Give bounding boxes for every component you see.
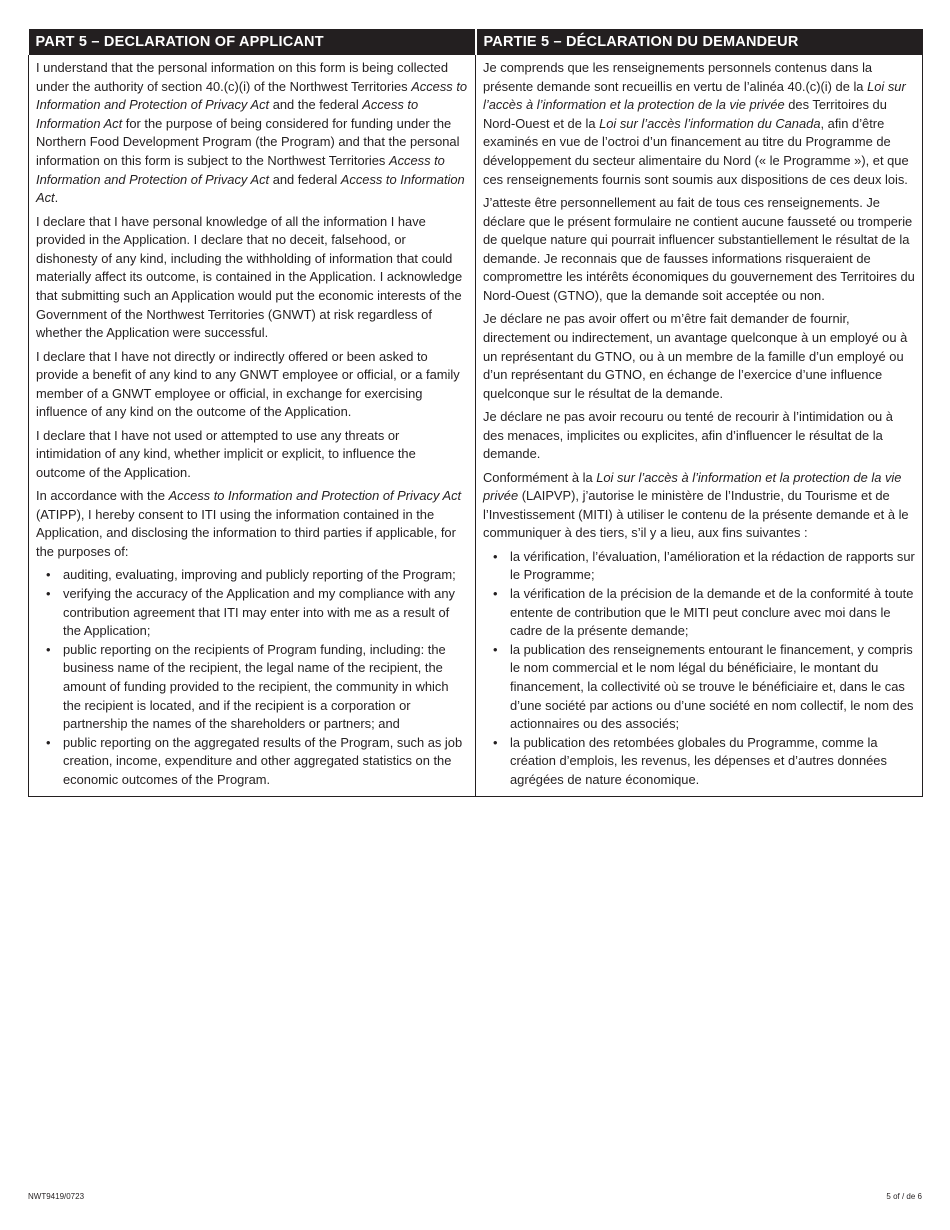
en-purposes-list — [36, 566, 468, 789]
fr-threats-paragraph: Je déclare ne pas avoir recouru ou tenté de recourir à l’intimidation ou à des menaces, implicites ou explicites, afin d’influencer le résultat de la demande. — [483, 409, 893, 462]
fr-benefit-paragraph: Je déclare ne pas avoir offert ou m’être fait demander de fournir, directement ou indirectement, un avantage quelconque à un employé ou à un représentant du GTNO, ou à un membre de la famille d’un employé ou d’un représentant du GTNO, en échange de l’exercice d’une influence quelconque sur le résultat de la demande. — [483, 311, 908, 401]
list-item: • la publication des retombées globales du Programme, comme la création d’emplois, les revenus, les dépenses et d’autres données agrégées de nature économique. — [510, 734, 915, 790]
list-item: • la publication des renseignements entourant le financement, y compris le nom commercial et le nom légal du bénéficiaire, le montant du financement, la collectivité où se trouve le bénéficiaire et, dans le cas d’une société par actions ou d’une société en nom collectif, le nom des actionnaires ou des associés; — [510, 641, 915, 734]
en-consent-paragraph: In accordance with the Access to Information and Protection of Privacy Act (ATIPP), I hereby consent to ITI using the information contained in the Application, and disclosing the information to third parties if applicable, for the purposes of: — [36, 488, 462, 560]
list-item: • la vérification, l’évaluation, l’amélioration et la rédaction de rapports sur le Programme; — [510, 548, 915, 585]
header-row — [29, 29, 923, 55]
list-item: • public reporting on the recipients of Program funding, including: the business name of the recipient, the legal name of the recipient, the amount of funding provided to the recipient, the community in which the recipient is located, and if the recipient is a corporation or partnership the names of the shareholders or partners; and — [63, 641, 468, 734]
en-knowledge-paragraph: I declare that I have personal knowledge of all the information I have provided in the Application. I declare that no deceit, falsehood, or dishonesty of any kind, including the withholding of information that could materially affect its outcome, is contained in the Application. I acknowledge that submitting such an Application would put the economic interests of the Government of the Northwest Territories (GNWT) at risk regardless of whether the Application were successful. — [36, 213, 463, 341]
french-heading: PARTIE 5 – DÉCLARATION DU DEMANDEUR — [476, 29, 923, 55]
form-code: NWT9419/0723 — [28, 1192, 85, 1201]
list-item: • la vérification de la précision de la demande et de la conformité à toute entente de contribution que le MITI peut conclure avec moi dans le cadre de la présente demande; — [510, 585, 915, 641]
fr-knowledge-paragraph: J’atteste être personnellement au fait de tous ces renseignements. Je déclare que le présent formulaire ne contient aucune fausseté ou tromperie de quelque nature qui pourrait influencer substantiellement le résultat de la demande. Je reconnais que de fausses informations risqueraient de compromettre les intérêts économiques du gouvernement des Territoires du Nord-Ouest (GTNO), que la demande soit acceptée ou non. — [483, 194, 915, 303]
list-item: • verifying the accuracy of the Application and my compliance with any contribution agreement that ITI may enter into with me as a result of the Application; — [63, 585, 468, 641]
declaration-table — [28, 29, 923, 797]
list-item: • public reporting on the aggregated results of the Program, such as job creation, income, expenditure and other aggregated statistics on the economic outcomes of the Program. — [63, 734, 468, 790]
fr-purposes-list — [483, 548, 915, 790]
english-heading: PART 5 – DECLARATION OF APPLICANT — [29, 29, 476, 55]
english-column — [29, 55, 476, 796]
list-item: • auditing, evaluating, improving and publicly reporting of the Program; — [63, 566, 468, 585]
en-privacy-paragraph: I understand that the personal information on this form is being collected under the authority of section 40.(c)(i) of the Northwest Territories Access to Information and Protection of Privacy Act and the federal Access to Information Act for the purpose of being considered for funding under the Northern Food Development Program (the Program) and that the personal information on this form is subject to the Northwest Territories Access to Information and Protection of Privacy Act and federal Access to Information Act. — [36, 60, 468, 206]
en-benefit-paragraph: I declare that I have not directly or indirectly offered or been asked to provide a benefit of any kind to any GNWT employee or official, or a family member of a GNWT employee or official, in exchange for exercising influence of any kind on the outcome of the Application. — [36, 348, 460, 420]
french-column — [476, 55, 923, 796]
page-number: 5 of / de 6 — [886, 1192, 922, 1201]
fr-consent-paragraph: Conformément à la Loi sur l’accès à l’information et la protection de la vie privée (LAIPVP), j’autorise le ministère de l’Industrie, du Tourisme et de l’Investissement (MITI) à utiliser le contenu de la présente demande et à le communiquer à des tiers, s’il y a lieu, aux fins suivantes : — [483, 469, 909, 541]
en-threats-paragraph: I declare that I have not used or attempted to use any threats or intimidation of any kind, whether implicit or explicit, to influence the outcome of the Application. — [36, 427, 416, 480]
content-row — [29, 55, 923, 796]
fr-privacy-paragraph: Je comprends que les renseignements personnels contenus dans la présente demande sont recueillis en vertu de l’alinéa 40.(c)(i) de la Loi sur l’accès à l’information et la protection de la vie privée des Territoires du Nord-Ouest et de la Loi sur l’accès l’information du Canada, afin d’être examinés en vue de l’octroi d’un financement au titre du Programme de développement du secteur alimentaire du Nord (« le Programme »), et que ces renseignements fournis sont soumis aux dispositions de ces deux lois. — [483, 60, 909, 187]
